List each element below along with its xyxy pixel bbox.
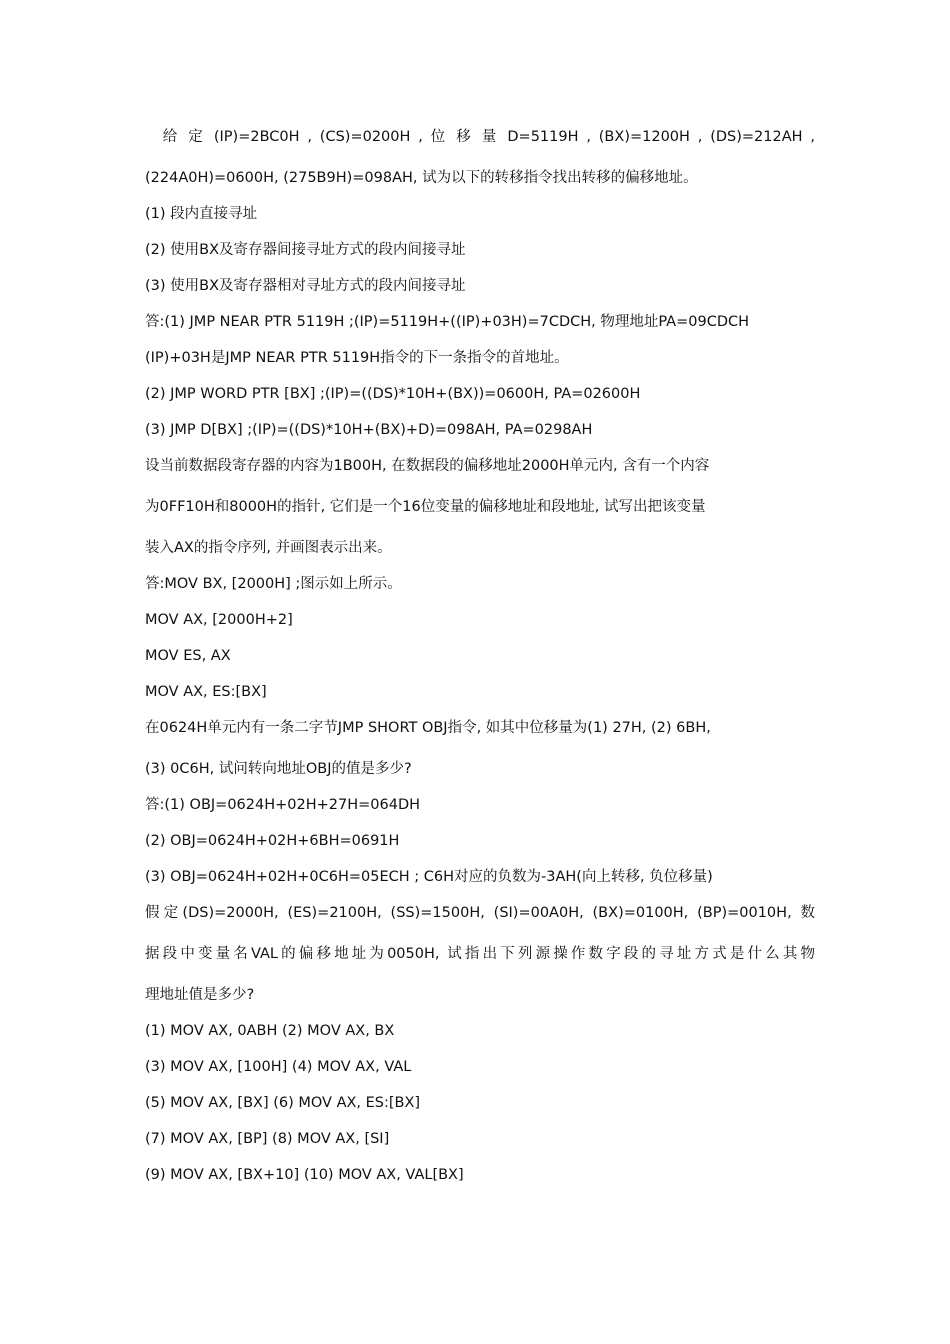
answer-line: (2) JMP WORD PTR [BX] ;(IP)=((DS)*10H+(BX))=0600H, PA=02600H (145, 386, 641, 402)
paragraph-line: 装入AX的指令序列, 并画图表示出来。 (145, 540, 392, 556)
code-line: MOV ES, AX (145, 648, 231, 664)
paragraph-line: 在0624H单元内有一条二字节JMP SHORT OBJ指令, 如其中位移量为(1) 27H, (2) 6BH, (145, 720, 711, 736)
answer-line: (2) OBJ=0624H+02H+6BH=0691H (145, 833, 400, 849)
list-item: (9) MOV AX, [BX+10] (10) MOV AX, VAL[BX] (145, 1167, 464, 1183)
paragraph-line: 给 定 (IP)=2BC0H , (CS)=0200H , 位 移 量 D=5119H , (BX)=1200H , (DS)=212AH , (145, 129, 815, 145)
answer-line: (3) OBJ=0624H+02H+0C6H=05ECH ; C6H对应的负数为-3AH(向上转移, 负位移量) (145, 869, 713, 885)
answer-line: 答:(1) JMP NEAR PTR 5119H ;(IP)=5119H+((IP)+03H)=7CDCH, 物理地址PA=09CDCH (145, 314, 750, 330)
list-item: (1) 段内直接寻址 (145, 206, 258, 222)
answer-line: (IP)+03H是JMP NEAR PTR 5119H指令的下一条指令的首地址。 (145, 350, 569, 366)
paragraph-line: 据段中变量名VAL的偏移地址为0050H, 试指出下列源操作数字段的寻址方式是什么其物 (145, 946, 815, 962)
paragraph-line: 为0FF10H和8000H的指针, 它们是一个16位变量的偏移地址和段地址, 试写出把该变量 (145, 499, 706, 515)
paragraph-line: (3) 0C6H, 试问转向地址OBJ的值是多少? (145, 761, 412, 777)
list-item: (7) MOV AX, [BP] (8) MOV AX, [SI] (145, 1131, 390, 1147)
list-item: (3) 使用BX及寄存器相对寻址方式的段内间接寻址 (145, 278, 466, 294)
list-item: (1) MOV AX, 0ABH (2) MOV AX, BX (145, 1023, 395, 1039)
paragraph-line: (224A0H)=0600H, (275B9H)=098AH, 试为以下的转移指令找出转移的偏移地址。 (145, 170, 698, 186)
paragraph-line: 假定(DS)=2000H, (ES)=2100H, (SS)=1500H, (SI)=00A0H, (BX)=0100H, (BP)=0010H, 数 (145, 905, 815, 921)
list-item: (3) MOV AX, [100H] (4) MOV AX, VAL (145, 1059, 412, 1075)
paragraph-line: 理地址值是多少? (145, 987, 255, 1003)
list-item: (2) 使用BX及寄存器间接寻址方式的段内间接寻址 (145, 242, 466, 258)
code-line: MOV AX, ES:[BX] (145, 684, 267, 700)
code-line: MOV AX, [2000H+2] (145, 612, 293, 628)
list-item: (5) MOV AX, [BX] (6) MOV AX, ES:[BX] (145, 1095, 421, 1111)
answer-line: 答:MOV BX, [2000H] ;图示如上所示。 (145, 576, 402, 592)
answer-line: (3) JMP D[BX] ;(IP)=((DS)*10H+(BX)+D)=098AH, PA=0298AH (145, 422, 593, 438)
answer-line: 答:(1) OBJ=0624H+02H+27H=064DH (145, 797, 421, 813)
paragraph-line: 设当前数据段寄存器的内容为1B00H, 在数据段的偏移地址2000H单元内, 含有一个内容 (145, 458, 710, 474)
